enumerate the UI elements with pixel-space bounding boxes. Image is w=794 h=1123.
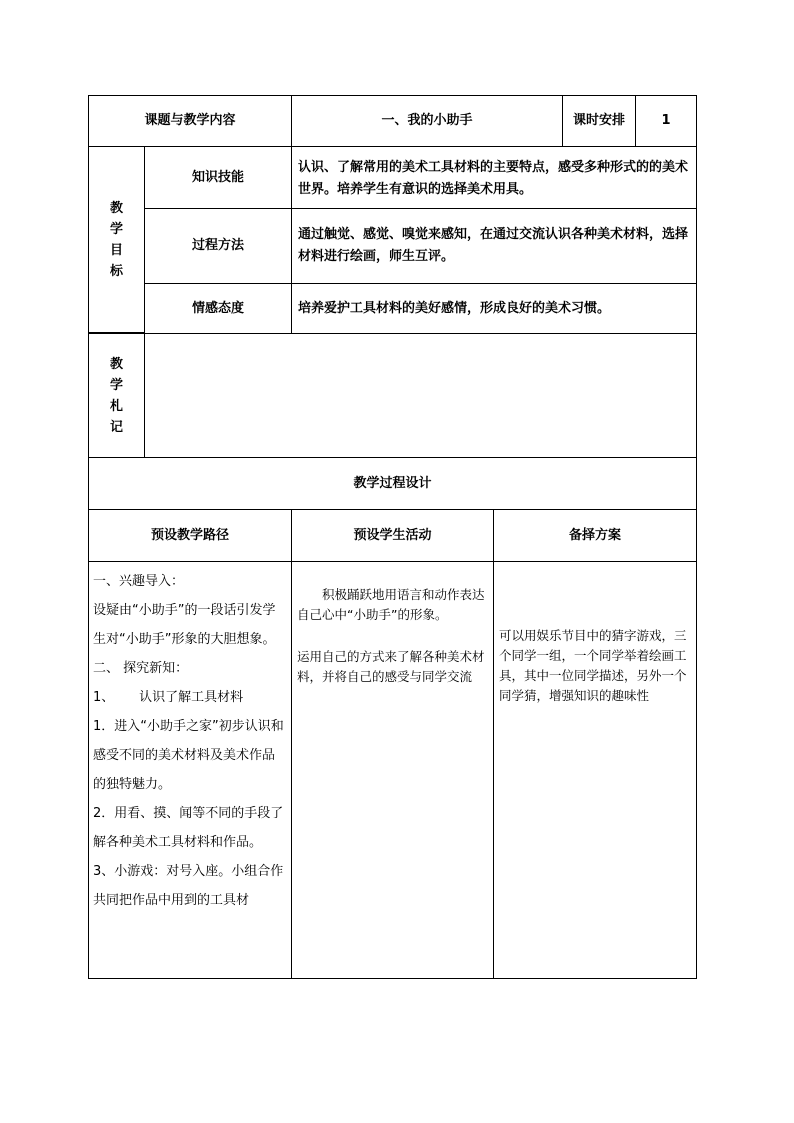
lesson-plan-table	[88, 95, 697, 979]
notes-side-label	[88, 333, 145, 458]
objective-content-attitude: 培养爱护工具材料的美好感情，形成良好的美术习惯。	[298, 301, 611, 316]
topic-label: 课题与教学内容	[144, 113, 236, 128]
column-header-path: 预设教学路径	[150, 527, 229, 543]
path-line: 一、兴趣导入：	[93, 574, 185, 589]
side-char: 标	[109, 263, 123, 279]
topic-value: 一、我的小助手	[381, 113, 473, 128]
alternative-content	[499, 626, 692, 706]
process-title: 教学过程设计	[353, 475, 432, 491]
column-header-alternative: 备择方案	[568, 527, 621, 543]
column-header-student: 预设学生活动	[353, 527, 432, 543]
objective-content-process: 通过触觉、感觉、嗅觉来感知，在通过交流认识各种美术材料，选择材料进行绘画，师生互评。	[298, 227, 689, 264]
path-line: 3、小游戏：对号入座。小组合作共同把作品中用到的工具材	[93, 864, 284, 908]
alternative-cell	[493, 561, 697, 979]
student-para: 运用自己的方式来了解各种美术材料，并将自己的感受与同学交流	[297, 649, 485, 684]
spacer	[297, 625, 488, 647]
path-line: 1．进入“小助手之家”初步认识和感受不同的美术材料及美术作品的独特魅力。	[93, 719, 284, 792]
side-char: 学	[109, 377, 123, 393]
objective-label-knowledge: 知识技能	[191, 169, 244, 185]
side-char: 学	[109, 221, 123, 237]
path-line: 1、 认识了解工具材料	[93, 690, 244, 705]
objectives-side-label	[88, 146, 145, 333]
hours-value: 1	[661, 113, 671, 128]
side-char: 教	[109, 356, 123, 372]
student-activity-content	[297, 585, 488, 687]
side-char: 记	[109, 419, 123, 435]
notes-content-cell	[144, 333, 697, 458]
objective-content-knowledge: 认识、了解常用的美术工具材料的主要特点，感受多种形式的的美术世界。培养学生有意识的选择美术用具。	[298, 160, 689, 197]
hours-label: 课时安排	[572, 113, 625, 128]
objective-label-attitude: 情感态度	[191, 300, 244, 316]
path-line: 2．用看、摸、闻等不同的手段了解各种美术工具材料和作品。	[93, 806, 284, 850]
side-char: 目	[109, 242, 123, 258]
side-char: 教	[109, 200, 123, 216]
objective-label-process: 过程方法	[191, 238, 244, 253]
path-line: 二、 探究新知：	[93, 661, 189, 676]
student-para: 积极踊跃地用语言和动作表达自己心中“小助手”的形象。	[297, 587, 485, 622]
side-char: 札	[109, 398, 123, 414]
alternative-para: 可以用娱乐节目中的猜字游戏，三个同学一组，一个同学举着绘画工具，其中一位同学描述，另外一个同学猜，增强知识的趣味性	[499, 628, 687, 703]
teaching-path-content	[93, 567, 287, 915]
path-line: 设疑由“小助手”的一段话引发学生对“小助手”形象的大胆想象。	[93, 603, 276, 647]
